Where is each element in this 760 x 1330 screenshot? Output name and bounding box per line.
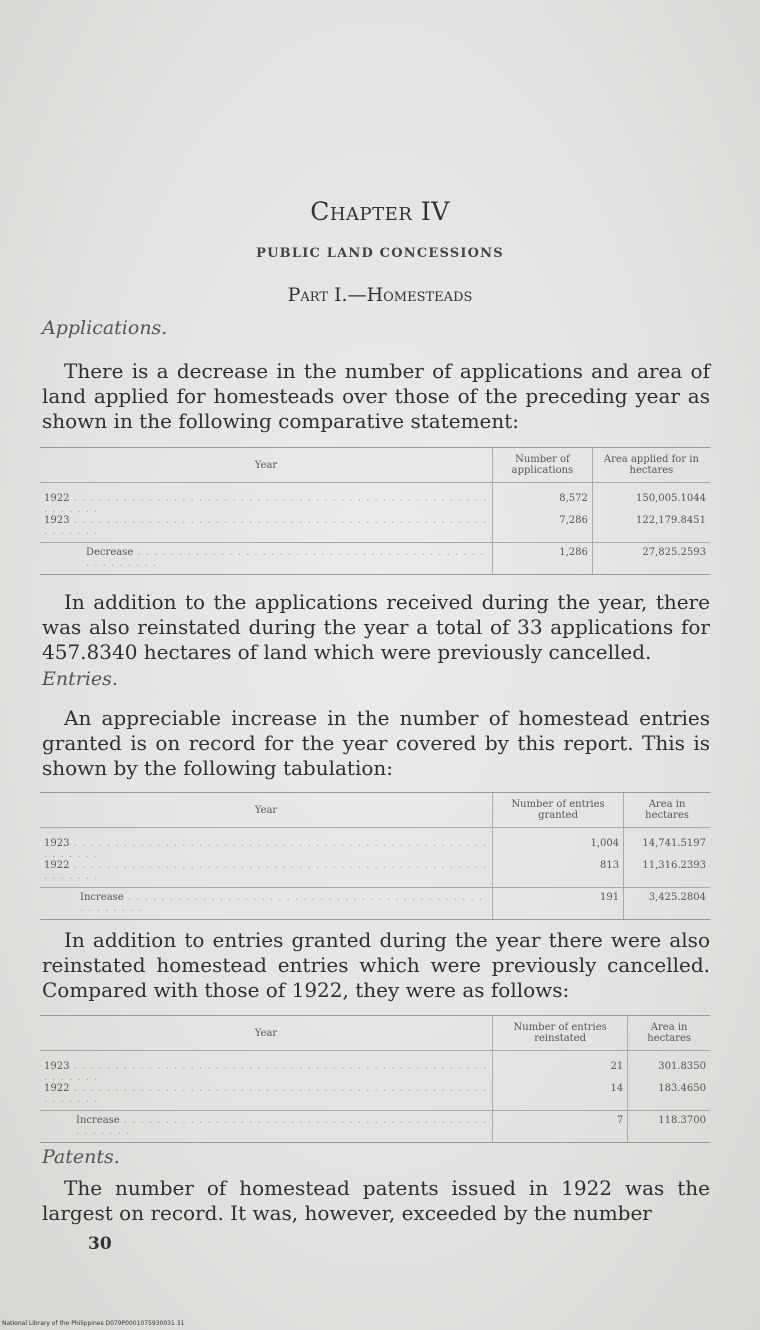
table-row: 1922 . . . . . . . . . . . . . . . . . . . . . . . . . . . . . . . . . . . . . . . . . . . . . . . . . . . . . . . . . 14 183.4650 (40, 1083, 710, 1111)
entries-intro: An appreciable increase in the number of homestead entries granted is on record for the year covered by this report. This is shown by the following tabulation: (42, 706, 710, 780)
table-row: 1923 . . . . . . . . . . . . . . . . . . . . . . . . . . . . . . . . . . . . . . . . . . . . . . . . . . . . . . . . . 7,286 122,179.8451 (40, 515, 710, 543)
footer-credit: National Library of the Philippines D079P0001075930031 31 (2, 1320, 185, 1327)
subhead-entries: Entries. (42, 668, 118, 690)
col-header-year: Year (40, 793, 493, 828)
table-row: 1923 . . . . . . . . . . . . . . . . . . . . . . . . . . . . . . . . . . . . . . . . . . . . . . . . . . . . . . . . . 21 301.8350 (40, 1051, 710, 1084)
col-header-count: Number of entries reinstated (493, 1016, 628, 1051)
col-header-year: Year (40, 448, 493, 483)
patents-text: The number of homestead patents issued in 1922 was the largest on record. It was, however, exceeded by the number (42, 1176, 710, 1225)
table-total-row: Decrease . . . . . . . . . . . . . . . . . . . . . . . . . . . . . . . . . . . . . . . . . . . . . . . . . . . 1,286 27,825.2593 (40, 543, 710, 575)
reinstated-table (40, 1015, 710, 1143)
subhead-applications: Applications. (42, 317, 168, 339)
col-header-area: Area in hectares (628, 1016, 710, 1051)
applications-intro: There is a decrease in the number of applications and area of land applied for homesteads over those of the preceding year as shown in the following comparative statement: (42, 359, 710, 433)
section-title: PUBLIC LAND CONCESSIONS (256, 246, 504, 261)
table-total-row: Increase . . . . . . . . . . . . . . . . . . . . . . . . . . . . . . . . . . . . . . . . . . . . . . . . . . . 7 118.3700 (40, 1111, 710, 1143)
subhead-patents: Patents. (42, 1146, 120, 1168)
chapter-title: Chapter IV (310, 197, 450, 226)
table-row: 1922 . . . . . . . . . . . . . . . . . . . . . . . . . . . . . . . . . . . . . . . . . . . . . . . . . . . . . . . . . 813 11,316.2393 (40, 860, 710, 888)
page-number: 30 (88, 1234, 112, 1254)
table-row: 1922 . . . . . . . . . . . . . . . . . . . . . . . . . . . . . . . . . . . . . . . . . . . . . . . . . . . . . . . . . 8,572 150,005.1044 (40, 483, 710, 516)
col-header-area: Area applied for in hectares (592, 448, 710, 483)
part-title: Part I.—Homesteads (287, 284, 473, 306)
table-row: 1923 . . . . . . . . . . . . . . . . . . . . . . . . . . . . . . . . . . . . . . . . . . . . . . . . . . . . . . . . . 1,004 14,741.5197 (40, 828, 710, 861)
col-header-year: Year (40, 1016, 493, 1051)
col-header-count: Number of entries granted (493, 793, 624, 828)
applications-table (40, 447, 710, 575)
table-total-row: Increase . . . . . . . . . . . . . . . . . . . . . . . . . . . . . . . . . . . . . . . . . . . . . . . . . . . 191 3,425.2804 (40, 888, 710, 920)
entries-table (40, 792, 710, 920)
col-header-area: Area in hectares (624, 793, 710, 828)
entries-after: In addition to entries granted during the year there were also reinstated homestead entries which were previously cancelled. Compared with those of 1922, they were as follows: (42, 928, 710, 1002)
col-header-count: Number of applications (493, 448, 593, 483)
applications-after: In addition to the applications received during the year, there was also reinstated during the year a total of 33 applications for 457.8340 hectares of land which were previously cancelled. (42, 590, 710, 664)
